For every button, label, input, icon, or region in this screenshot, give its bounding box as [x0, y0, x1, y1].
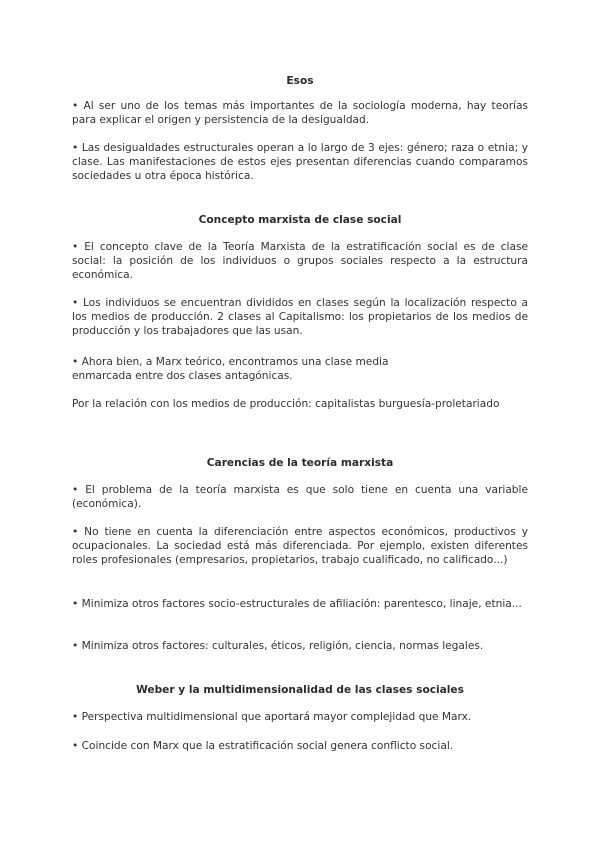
paragraph: • Al ser uno de los temas más importantes de la sociología moderna, hay teorías para explicar el origen y persistencia de la desigualdad. — [72, 100, 528, 127]
section-heading-carencias: Carencias de la teoría marxista — [206, 457, 394, 469]
section-heading-concepto-marxista: Concepto marxista de clase social — [198, 214, 402, 226]
section-heading-weber: Weber y la multidimensionalidad de las clases sociales — [136, 684, 464, 696]
paragraph: • Ahora bien, a Marx teórico, encontramos una clase media enmarcada entre dos clases antagónicas. — [72, 356, 389, 383]
paragraph: • El concepto clave de la Teoría Marxista de la estratificación social es de clase social: la posición de los individuos o grupos sociales respecto a la estructura económica. — [72, 241, 528, 282]
paragraph: • Los individuos se encuentran divididos en clases según la localización respecto a los medios de producción. 2 clases al Capitalismo: los propietarios de los medios de producción y los trabajadores que las usan. — [72, 297, 528, 338]
paragraph: • Coincide con Marx que la estratificación social genera conflicto social. — [72, 740, 454, 752]
paragraph: • No tiene en cuenta la diferenciación entre aspectos económicos, productivos y ocupacionales. La sociedad está más diferenciada. Por ejemplo, existen diferentes roles profesionales (empresarios, propietarios, trabajo cualificado, no calificado...) — [72, 526, 528, 567]
paragraph: • El problema de la teoría marxista es que solo tiene en cuenta una variable (económica). — [72, 484, 528, 511]
paragraph: Por la relación con los medios de producción: capitalistas burguesía-proletariado — [72, 398, 500, 410]
paragraph: • Minimiza otros factores: culturales, éticos, religión, ciencia, normas legales. — [72, 640, 484, 652]
paragraph: • Perspectiva multidimensional que aportará mayor complejidad que Marx. — [72, 711, 472, 723]
paragraph: • Minimiza otros factores socio-estructurales de afiliación: parentesco, linaje, etnia... — [72, 598, 522, 610]
section-heading-esos: Esos — [286, 75, 314, 87]
paragraph: • Las desigualdades estructurales operan a lo largo de 3 ejes: género; raza o etnia; y clase. Las manifestaciones de estos ejes presentan diferencias cuando comparamos sociedades u otra época histórica. — [72, 142, 528, 183]
